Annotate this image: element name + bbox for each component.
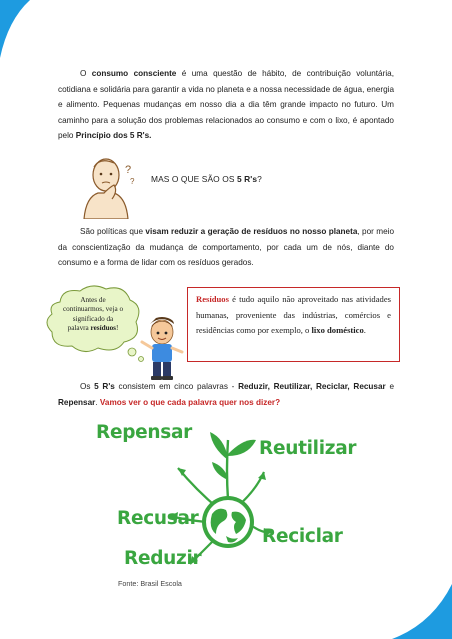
- label-reduzir: Reduzir: [124, 548, 202, 569]
- bold-text: 5 R's: [94, 382, 115, 391]
- figure-source: Fonte: Brasil Escola: [118, 579, 182, 588]
- text: Os: [80, 382, 95, 391]
- bold-text: visam reduzir a geração de resíduos no nosso planeta: [145, 227, 358, 236]
- text: Antes de continuarmos, veja o significado da palavra: [62, 296, 124, 333]
- svg-text:?: ?: [125, 164, 132, 176]
- policy-paragraph: [58, 224, 394, 271]
- label-repensar: Repensar: [96, 422, 192, 443]
- definition-term: Resíduos: [196, 294, 229, 304]
- bold-text: resíduos: [90, 324, 116, 333]
- highlight-text: Vamos ver o que cada palavra quer nos dizer?: [99, 397, 281, 407]
- text: , por meio da conscientização da mudança de comportamento, por cada um de nós, diante do consumo e a forma de lidar com os resíduos gerados.: [58, 227, 395, 268]
- text: consistem em cinco palavras -: [114, 382, 239, 391]
- bottom-right-corner-decoration: [392, 584, 452, 639]
- text: e: [385, 382, 394, 391]
- text: é tudo aquilo não aproveitado nas atividades humanas, proveniente das indústrias, comércios e residências como por exemplo, o: [196, 294, 391, 336]
- label-reutilizar: Reutilizar: [259, 438, 357, 459]
- text: MAS O QUE SÃO OS: [151, 174, 237, 184]
- top-left-corner-decoration: [0, 0, 40, 60]
- definition-box: [187, 287, 400, 362]
- bold-text: Repensar: [58, 397, 96, 407]
- text: .: [95, 397, 100, 407]
- intro-paragraph: [58, 66, 394, 144]
- text: ?: [257, 174, 262, 184]
- bold-text: consumo consciente: [91, 69, 177, 78]
- thinking-person-illustration: [70, 153, 140, 219]
- bold-text: Princípio dos 5 R's.: [75, 131, 152, 141]
- text: O: [80, 69, 92, 78]
- thought-cloud: [48, 288, 136, 350]
- text: São políticas que: [80, 227, 146, 236]
- svg-text:?: ?: [130, 177, 135, 186]
- label-recusar: Recusar: [117, 508, 199, 529]
- boy-illustration: [140, 316, 186, 382]
- bold-text: lixo doméstico: [311, 325, 364, 336]
- five-rs-paragraph: [58, 379, 394, 410]
- question-heading: [151, 174, 262, 184]
- bold-text: Reduzir, Reutilizar, Reciclar, Recusar: [238, 382, 386, 391]
- label-reciclar: Reciclar: [262, 526, 343, 547]
- bold-text: 5 R's: [236, 174, 258, 184]
- text: é uma questão de hábito, de contribuição voluntária, cotidiana e solidária para garantir a vida no planeta e a nossa necessidade de água, energia e alimento. Pequenas mudanças em nosso dia a dia têm grande impacto no futuro. Um caminho para a solução dos problemas relacionados ao consumo e com o lixo, é apontado pelo: [58, 69, 394, 141]
- text: .: [363, 325, 366, 336]
- text: !: [115, 324, 119, 333]
- cloud-text: [62, 296, 124, 334]
